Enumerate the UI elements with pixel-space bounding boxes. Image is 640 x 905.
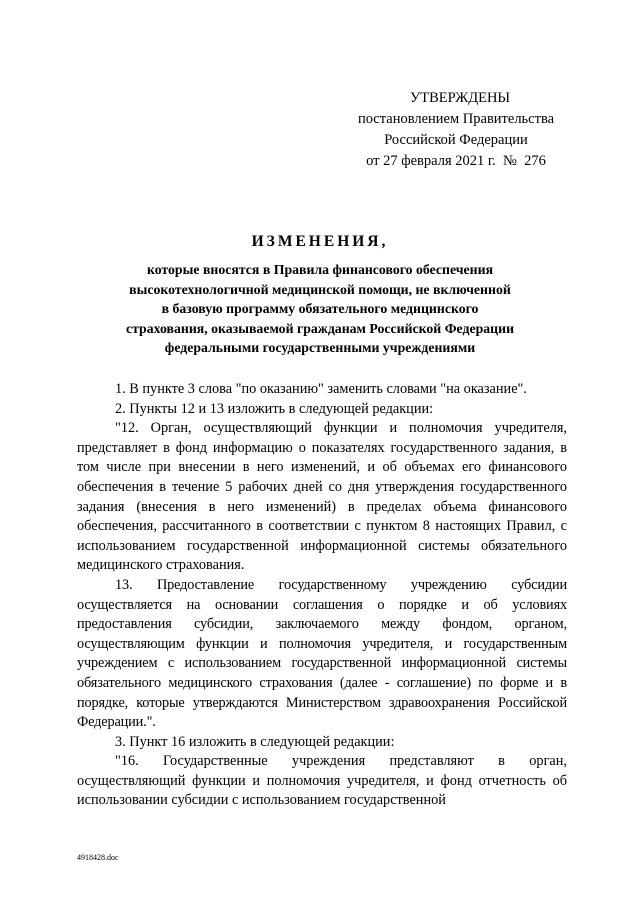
subtitle-line: которые вносятся в Правила финансового обеспечения [146,262,494,277]
file-name-footer: 4918428.doc [77,853,119,862]
document-subtitle [90,260,550,358]
approval-line-2: Российской Федерации [384,132,528,148]
paragraph-item-3: 3. Пункт 16 изложить в следующей редакции: [115,733,395,750]
subtitle-line: в базовую программу обязательного медицинского [161,301,479,316]
paragraph-clause-16: "16. Государственные учреждения представляют в орган, осуществляющий функции и полномочия учредителя, и фонд отчетность об использовании субсидии с использованием государственной [77,753,567,809]
approval-date-number: от 27 февраля 2021 г. № 276 [366,153,546,169]
paragraph-clause-12: "12. Орган, осуществляющий функции и полномочия учредителя, представляет в фонд информацию о показателях государственного задания, в том числе при внесении в него изменений, и об объемах его финансового обеспечения в течение 5 рабочих дней со дня утверждения государственного задания (внесения в него изменений) в пределах объема финансового обеспечения, рассчитанного в соответствии с пунктом 8 настоящих Правил, с использованием государственной информационной системы обязательного медицинского страхования. [77,420,567,574]
paragraph-item-2: 2. Пункты 12 и 13 изложить в следующей редакции: [115,400,434,417]
subtitle-line: высокотехнологичной медицинской помощи, не включенной [129,281,511,297]
paragraph-clause-13: 13. Предоставление государственному учреждению субсидии осуществляется на основании соглашения о порядке и об условиях предоставления субсидии, заключаемого между фондом, органом, осуществляющим функции и полномочия учредителя, и государственным учреждением с использованием государственной информационной системы обязательного медицинского страхования (далее - соглашение) по форме и в порядке, которые утверждаются Министерством здравоохранения Российской Федерации.". [77,576,567,731]
approval-line-1: постановлением Правительства [357,111,555,127]
subtitle-line: федеральными государственными учреждениями [164,340,476,355]
approval-stamp [346,88,566,172]
paragraph-item-1: 1. В пункте 3 слова "по оказанию" заменить словами "на оказание". [115,381,527,397]
document-title: ИЗМЕНЕНИЯ, [251,233,389,250]
document-body [77,380,567,811]
subtitle-line: страхования, оказываемой гражданам Российской Федерации [125,320,515,336]
approval-heading: УТВЕРЖДЕНЫ [410,90,511,106]
